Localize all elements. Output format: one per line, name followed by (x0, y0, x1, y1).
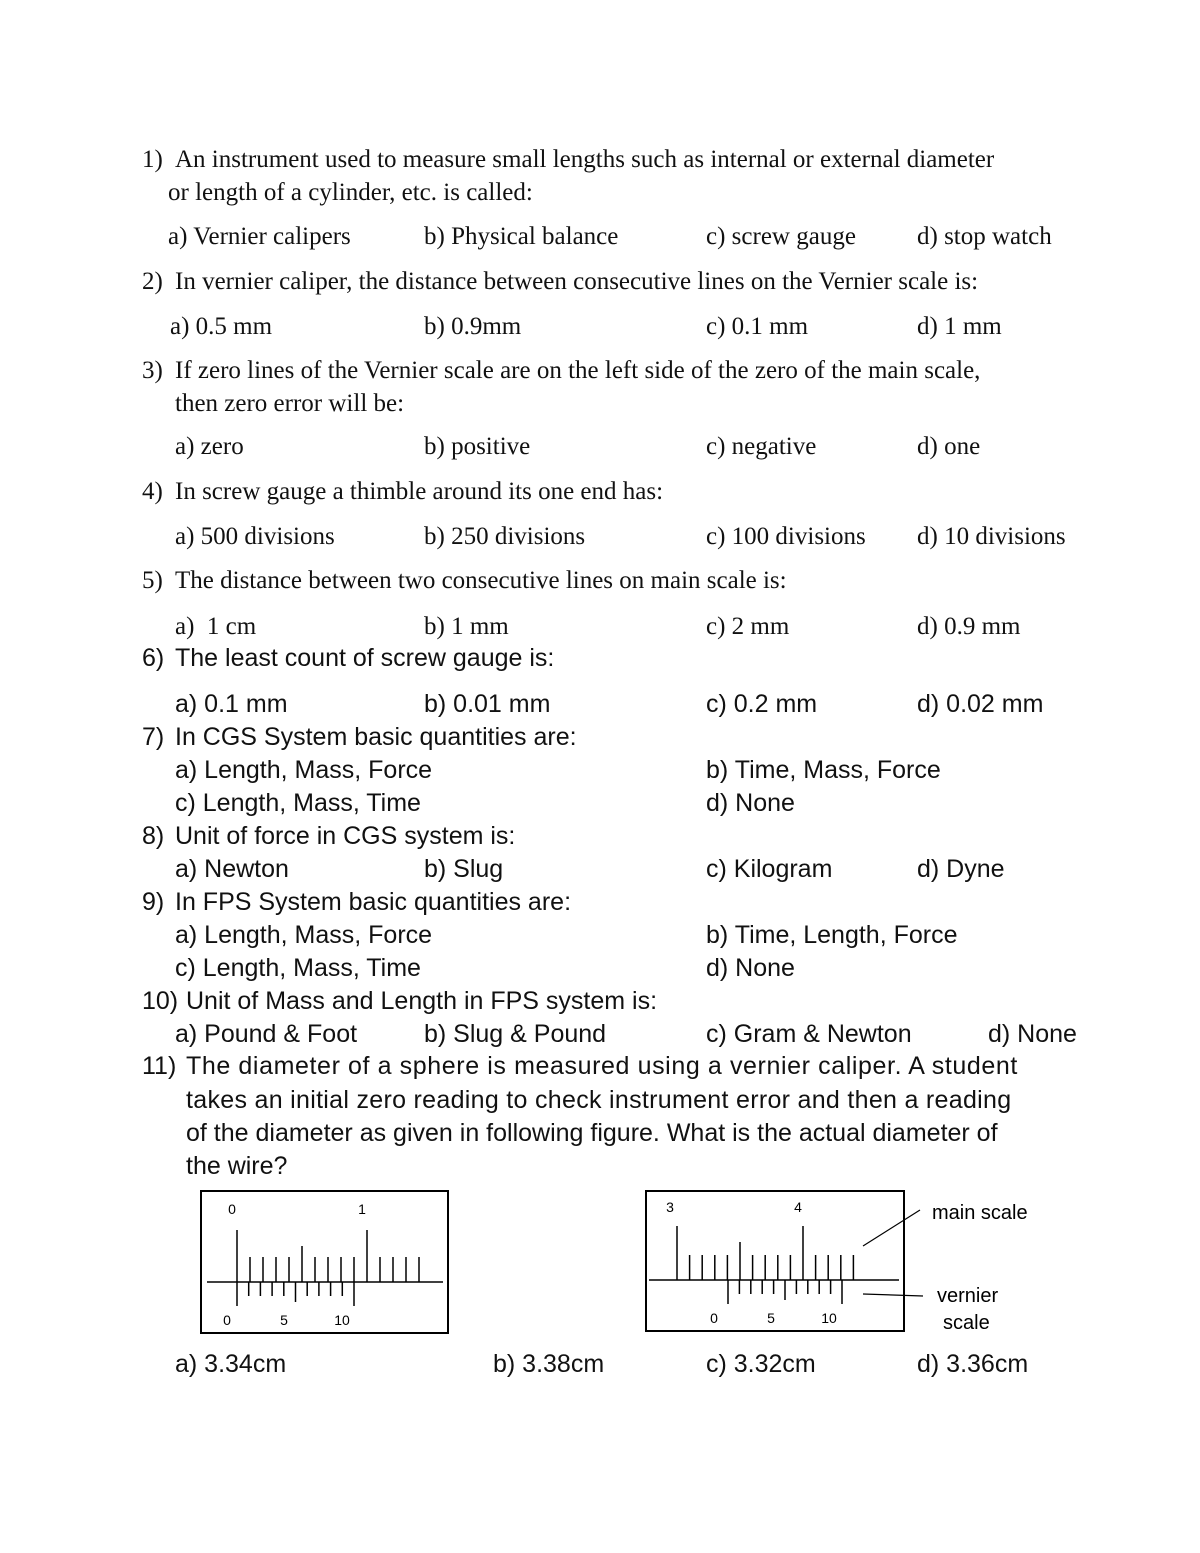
option-c: c) Gram & Newton (706, 1020, 912, 1048)
question-number: 1) (142, 146, 163, 173)
option-c: c) 3.32cm (706, 1350, 816, 1378)
figure-frame (646, 1191, 904, 1331)
main-scale-ticks (237, 1230, 419, 1282)
vernier-scale-label: 5 (767, 1310, 775, 1326)
option-a: a) 0.5 mm (170, 313, 273, 340)
question-number: 10) (142, 987, 179, 1015)
vernier-scale-ticks (728, 1280, 842, 1304)
question-text: or length of a cylinder, etc. is called: (168, 179, 533, 206)
option-b: b) 1 mm (424, 613, 509, 640)
question-text: In CGS System basic quantities are: (175, 723, 577, 751)
vernier-scale-label: 10 (821, 1310, 837, 1326)
callout-pointer-vernier (863, 1294, 923, 1296)
vernier-figure-zero-reading (200, 1190, 450, 1335)
main-scale-label: 4 (794, 1199, 802, 1215)
question-number: 9) (142, 888, 165, 916)
option-d: d) None (706, 954, 795, 982)
option-c: c) Length, Mass, Time (175, 789, 421, 817)
question-number: 3) (142, 357, 163, 384)
option-b: b) 250 divisions (424, 523, 586, 550)
option-b: b) positive (424, 433, 531, 460)
option-a: a) Vernier calipers (168, 223, 351, 250)
option-a: a) 0.1 mm (175, 690, 288, 718)
option-a: a) Length, Mass, Force (175, 756, 433, 784)
callout-pointer-main (863, 1210, 920, 1246)
question-number: 11) (142, 1052, 177, 1080)
question-text: In vernier caliper, the distance between consecutive lines on the Vernier scale is: (175, 268, 979, 295)
option-d: d) 0.9 mm (917, 613, 1021, 640)
option-a: a) Newton (175, 855, 289, 883)
vernier-scale-label: 0 (710, 1310, 718, 1326)
question-text: An instrument used to measure small lengths such as internal or external diameter (175, 146, 995, 173)
option-c: c) 0.1 mm (706, 313, 809, 340)
question-text: The least count of screw gauge is: (175, 644, 555, 672)
option-b: b) Slug (424, 855, 504, 883)
question-number: 7) (142, 723, 165, 751)
question-text: The diameter of a sphere is measured using a vernier caliper. A student (186, 1052, 1018, 1080)
option-d: d) 10 divisions (917, 523, 1066, 550)
question-text: In FPS System basic quantities are: (175, 888, 572, 916)
option-b: b) Time, Length, Force (706, 921, 958, 949)
option-c: c) negative (706, 433, 817, 460)
question-number: 5) (142, 567, 163, 594)
option-d: d) 1 mm (917, 313, 1002, 340)
question-text: Unit of force in CGS system is: (175, 822, 516, 850)
vernier-scale-label: 0 (223, 1312, 231, 1328)
option-d: d) 3.36cm (917, 1350, 1029, 1378)
question-text: the wire? (186, 1152, 288, 1180)
option-b: b) 0.9mm (424, 313, 522, 340)
option-c: c) Kilogram (706, 855, 833, 883)
option-a: a) 3.34cm (175, 1350, 287, 1378)
vernier-scale-ticks (237, 1282, 354, 1306)
question-number: 4) (142, 478, 163, 505)
figure-frame (201, 1191, 448, 1333)
option-a: a) 1 cm (175, 613, 257, 640)
option-b: b) 3.38cm (493, 1350, 605, 1378)
option-a: a) Length, Mass, Force (175, 921, 433, 949)
option-b: b) Slug & Pound (424, 1020, 607, 1048)
question-text: takes an initial zero reading to check instrument error and then a reading (186, 1086, 1012, 1114)
option-d: d) 0.02 mm (917, 690, 1044, 718)
option-c: c) 0.2 mm (706, 690, 818, 718)
main-scale-label: 1 (358, 1201, 366, 1217)
question-text: then zero error will be: (175, 390, 405, 417)
main-scale-label: 0 (228, 1201, 236, 1217)
option-d: d) one (917, 433, 981, 460)
option-a: a) 500 divisions (175, 523, 335, 550)
option-c: c) screw gauge (706, 223, 856, 250)
vernier-figure-diameter-reading (645, 1190, 1065, 1335)
option-c: c) 2 mm (706, 613, 790, 640)
option-a: a) zero (175, 433, 244, 460)
option-b: b) Physical balance (424, 223, 619, 250)
question-number: 8) (142, 822, 165, 850)
question-text: Unit of Mass and Length in FPS system is: (186, 987, 658, 1015)
question-text: of the diameter as given in following figure. What is the actual diameter of (186, 1119, 998, 1147)
question-text: The distance between two consecutive lines on main scale is: (175, 567, 787, 594)
option-a: a) Pound & Foot (175, 1020, 358, 1048)
option-d: d) stop watch (917, 223, 1052, 250)
option-d: d) Dyne (917, 855, 1005, 883)
question-number: 2) (142, 268, 163, 295)
callout-main-scale: main scale (932, 1202, 1028, 1224)
option-b: b) 0.01 mm (424, 690, 551, 718)
vernier-scale-label: 5 (280, 1312, 288, 1328)
option-b: b) Time, Mass, Force (706, 756, 941, 784)
option-d: d) None (988, 1020, 1077, 1048)
callout-vernier-scale: scale (943, 1312, 990, 1334)
option-d: d) None (706, 789, 795, 817)
question-text: If zero lines of the Vernier scale are on the left side of the zero of the main scale, (175, 357, 981, 384)
question-number: 6) (142, 644, 165, 672)
main-scale-label: 3 (666, 1199, 674, 1215)
option-c: c) 100 divisions (706, 523, 866, 550)
callout-vernier: vernier (937, 1285, 999, 1307)
main-scale-ticks (677, 1226, 853, 1280)
option-c: c) Length, Mass, Time (175, 954, 421, 982)
question-text: In screw gauge a thimble around its one end has: (175, 478, 664, 505)
vernier-scale-label: 10 (334, 1312, 350, 1328)
